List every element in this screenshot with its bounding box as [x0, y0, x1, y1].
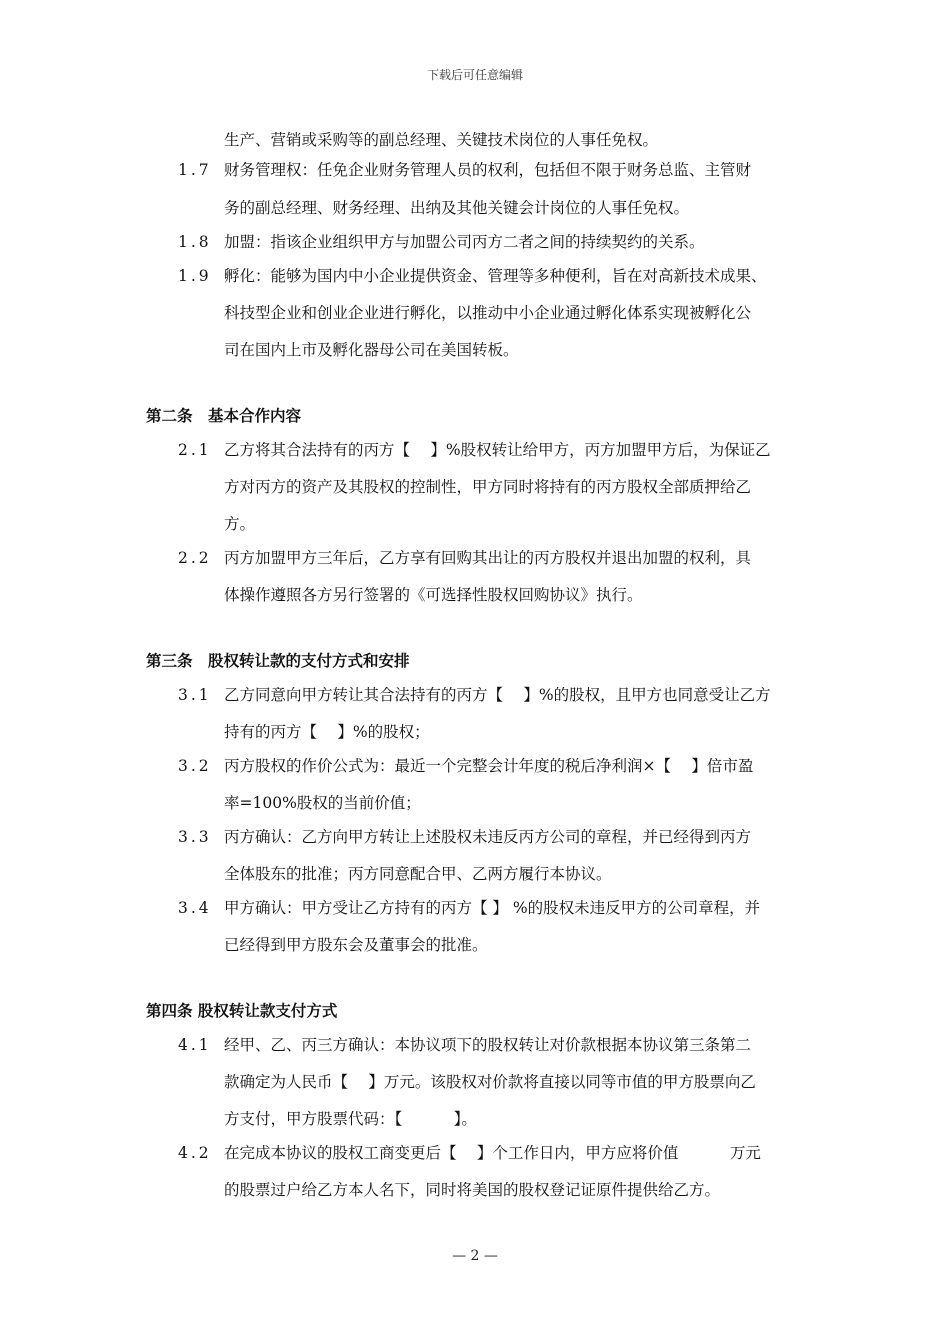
- intro-line: 生产、营销或采购等的副总经理、关键技术岗位的人事任免权。: [224, 131, 659, 149]
- clause-text: 司在国内上市及孵化器母公司在美国转板。: [224, 341, 519, 359]
- clause-number: 3.4: [178, 899, 212, 917]
- clause-text: 丙方确认：乙方向甲方转让上述股权未违反丙方公司的章程，并已经得到丙方: [224, 828, 752, 846]
- section-heading: 第二条 基本合作内容: [146, 407, 302, 425]
- clause-text: 加盟：指该企业组织甲方与加盟公司丙方二者之间的持续契约的关系。: [224, 233, 705, 251]
- clause-text: 的股票过户给乙方本人名下，同时将美国的股权登记证原件提供给乙方。: [224, 1181, 721, 1199]
- clause-text: 务的副总经理、财务经理、出纳及其他关键会计岗位的人事任免权。: [224, 199, 690, 217]
- clause-text: 方。: [224, 515, 256, 533]
- clause-text: 孵化：能够为国内中小企业提供资金、管理等多种便利，旨在对高新技术成果、: [224, 267, 767, 285]
- page-number: — 2 —: [452, 1248, 498, 1264]
- section-heading: 第四条 股权转让款支付方式: [146, 1002, 338, 1020]
- clause-number: 3.3: [178, 828, 212, 846]
- clause-text: 丙方股权的作价公式为：最近一个完整会计年度的税后净利润×【 】倍市盈: [224, 757, 754, 775]
- clause-text: 财务管理权：任免企业财务管理人员的权利，包括但不限于财务总监、主管财: [224, 161, 752, 179]
- clause-text: 已经得到甲方股东会及董事会的批准。: [224, 936, 488, 954]
- section-heading: 第三条 股权转让款的支付方式和安排: [146, 652, 410, 670]
- clause-text: 甲方确认：甲方受让乙方持有的丙方【 】 %的股权未违反甲方的公司章程，并: [224, 899, 761, 917]
- clause-number: 1.8: [178, 233, 212, 251]
- page-header: 下载后可任意编辑: [426, 68, 523, 82]
- clause-text: 方支付，甲方股票代码：【 】。: [224, 1110, 477, 1128]
- clause-text: 乙方同意向甲方转让其合法持有的丙方【 】%的股权，且甲方也同意受让乙方: [224, 686, 771, 704]
- clause-number: 2.2: [178, 549, 212, 567]
- clause-number: 1.9: [178, 267, 212, 285]
- clause-text: 丙方加盟甲方三年后，乙方享有回购其出让的丙方股权并退出加盟的权利，具: [224, 549, 752, 567]
- clause-text: 科技型企业和创业企业进行孵化，以推动中小企业通过孵化体系实现被孵化公: [224, 304, 752, 322]
- clause-text: 款确定为人民币【 】万元。该股权对价款将直接以同等市值的甲方股票向乙: [224, 1073, 756, 1091]
- clause-number: 3.1: [178, 686, 212, 704]
- clause-text: 持有的丙方【 】%的股权；: [224, 723, 430, 741]
- clause-text: 体操作遵照各方另行签署的《可选择性股权回购协议》执行。: [224, 586, 643, 604]
- clause-text: 方对丙方的资产及其股权的控制性，甲方同时将持有的丙方股权全部质押给乙: [224, 478, 752, 496]
- clause-text: 经甲、乙、丙三方确认：本协议项下的股权转让对价款根据本协议第三条第二: [224, 1036, 752, 1054]
- clause-number: 4.1: [178, 1036, 212, 1054]
- clause-text: 在完成本协议的股权工商变更后【 】个工作日内，甲方应将价值 万元: [224, 1144, 761, 1162]
- clause-text: 全体股东的批准；丙方同意配合甲、乙两方履行本协议。: [224, 865, 612, 883]
- clause-text: 率=100%股权的当前价值；: [224, 794, 421, 812]
- clause-number: 2.1: [178, 441, 212, 459]
- clause-number: 4.2: [178, 1144, 212, 1162]
- clause-number: 3.2: [178, 757, 212, 775]
- clause-number: 1.7: [178, 161, 212, 179]
- clause-text: 乙方将其合法持有的丙方【 】%股权转让给甲方，丙方加盟甲方后，为保证乙: [224, 441, 771, 459]
